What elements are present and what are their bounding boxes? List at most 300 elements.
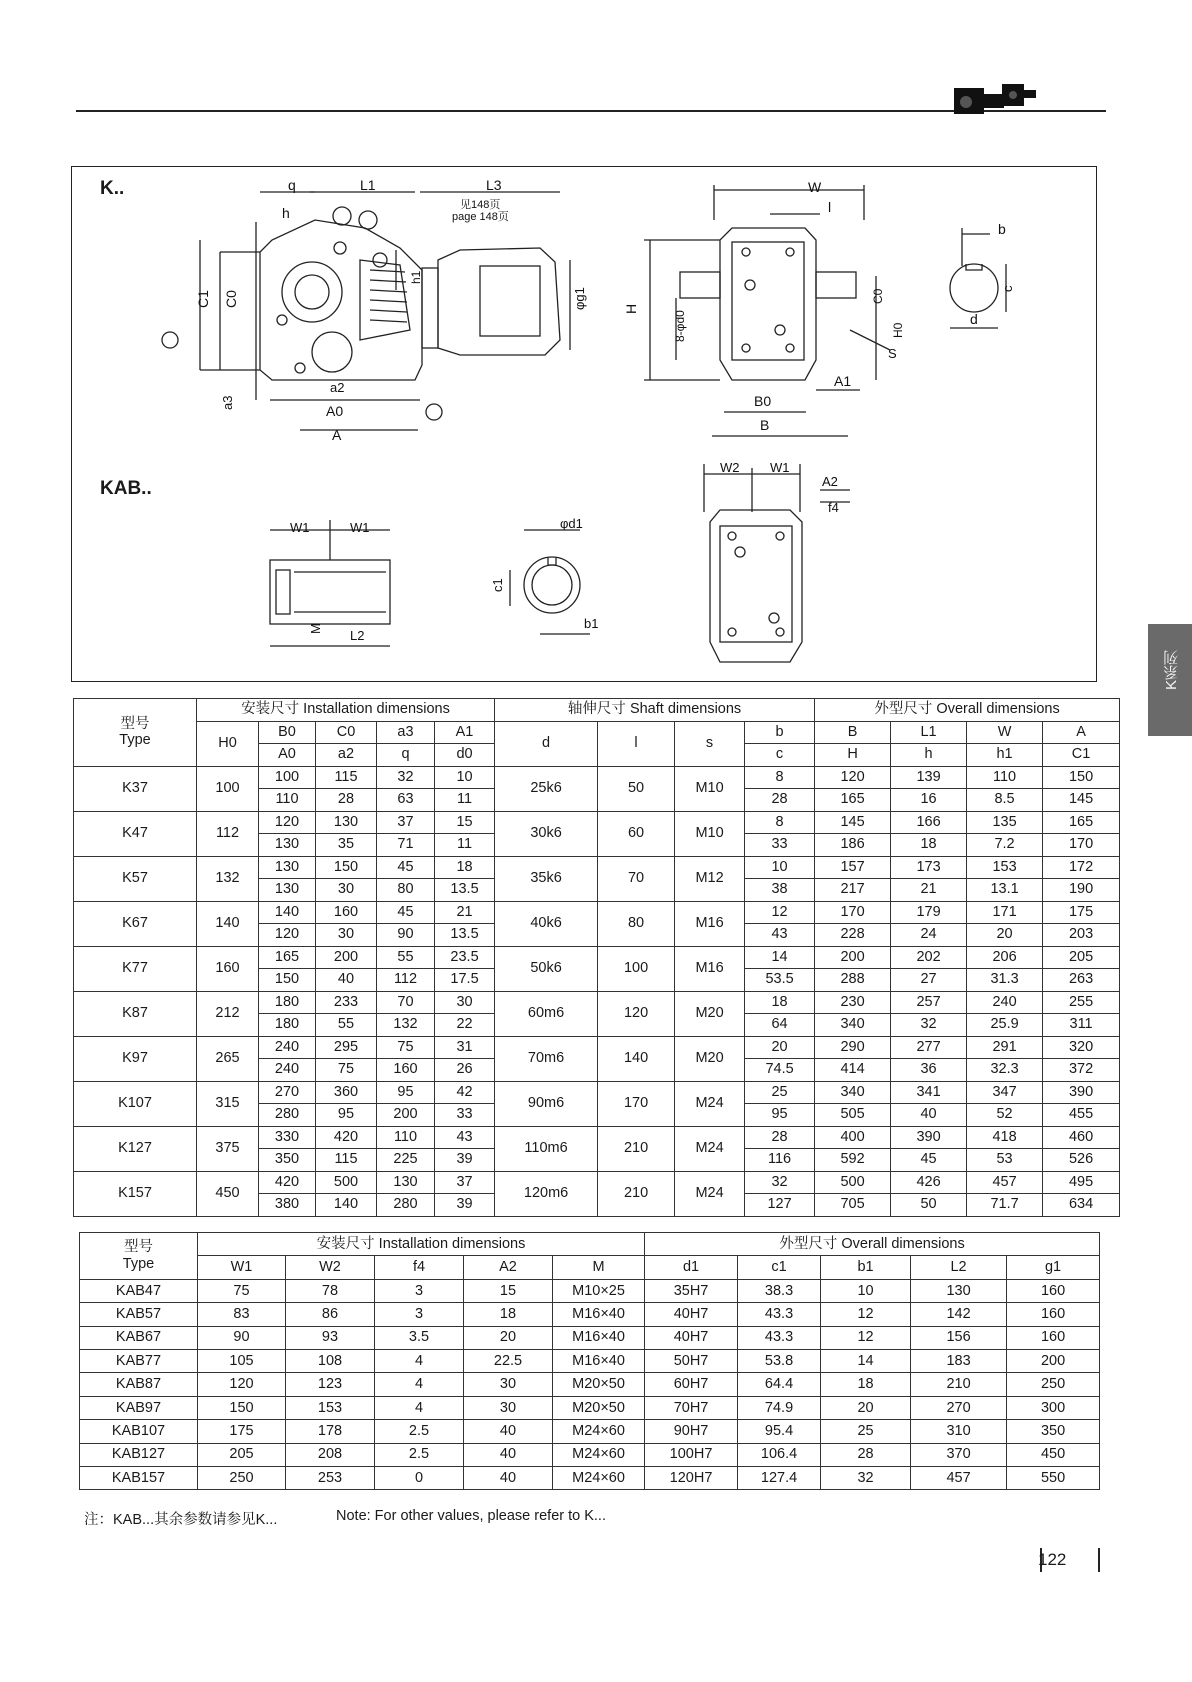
col-header-c1: c1	[738, 1256, 821, 1279]
h0-cell: 265	[197, 1036, 259, 1081]
table-row	[74, 946, 1120, 969]
h0-cell: 212	[197, 991, 259, 1036]
shaft-l-cell: 210	[598, 1171, 675, 1216]
table-cell: 291	[967, 1036, 1043, 1059]
dim-g1: φg1	[572, 287, 587, 310]
table-cell: 18	[435, 856, 495, 879]
kab-bore-drawing	[490, 510, 620, 650]
col-c0: C0	[316, 721, 377, 744]
table-cell: 277	[891, 1036, 967, 1059]
table-cell: 105	[198, 1349, 286, 1372]
table-cell: 295	[316, 1036, 377, 1059]
h0-cell: 315	[197, 1081, 259, 1126]
table-cell: 35	[316, 834, 377, 857]
dim-c1: c1	[490, 578, 505, 592]
table-cell: M10×25	[553, 1279, 645, 1302]
table-cell: 165	[815, 789, 891, 812]
table-cell: 150	[198, 1396, 286, 1419]
c-cell: 28	[745, 789, 815, 812]
shaft-s-cell: M24	[675, 1081, 745, 1126]
table-cell: 32.3	[967, 1059, 1043, 1082]
type-header: 型号 Type	[74, 699, 197, 767]
table-cell: 112	[377, 969, 435, 992]
table-cell: 140	[316, 1194, 377, 1217]
type-cell: KAB97	[80, 1396, 198, 1419]
table-cell: 202	[891, 946, 967, 969]
shaft-s-cell: M16	[675, 946, 745, 991]
col-s: s	[675, 721, 745, 766]
table-cell: 36	[891, 1059, 967, 1082]
dim-w1-left: W1	[290, 520, 310, 535]
table-cell: 37	[377, 811, 435, 834]
shaft-d-cell: 30k6	[495, 811, 598, 856]
table-cell: 30	[435, 991, 495, 1014]
c-cell: 116	[745, 1149, 815, 1172]
table-cell: 25.9	[967, 1014, 1043, 1037]
c-cell: 74.5	[745, 1059, 815, 1082]
table-cell: M20×50	[553, 1373, 645, 1396]
table-cell: 132	[377, 1014, 435, 1037]
shaft-l-cell: 100	[598, 946, 675, 991]
shaft-s-cell: M10	[675, 811, 745, 856]
table-row	[74, 901, 1120, 924]
b-cell: 14	[745, 946, 815, 969]
h0-cell: 140	[197, 901, 259, 946]
table-cell: 74.9	[738, 1396, 821, 1419]
table-cell: 20	[821, 1396, 911, 1419]
table-cell: M16×40	[553, 1349, 645, 1372]
table-cell: 28	[821, 1443, 911, 1466]
shaft-l-cell: 120	[598, 991, 675, 1036]
table-cell: 95.4	[738, 1420, 821, 1443]
table-cell: 11	[435, 834, 495, 857]
b-cell: 12	[745, 901, 815, 924]
table-cell: 15	[435, 811, 495, 834]
kab-side-view-drawing	[250, 510, 420, 660]
type-cell: K67	[74, 901, 197, 946]
brand-logo	[952, 80, 1038, 116]
col-header-l2: L2	[911, 1256, 1007, 1279]
table-cell: 180	[259, 991, 316, 1014]
table-row	[74, 1081, 1120, 1104]
table-cell: 350	[1007, 1420, 1100, 1443]
c-cell: 38	[745, 879, 815, 902]
table-cell: 526	[1043, 1149, 1120, 1172]
table-cell: 10	[435, 766, 495, 789]
shaft-l-cell: 50	[598, 766, 675, 811]
table-cell: 400	[815, 1126, 891, 1149]
table-cell: 206	[967, 946, 1043, 969]
c-cell: 53.5	[745, 969, 815, 992]
table-cell: 40	[891, 1104, 967, 1127]
table-cell: 55	[377, 946, 435, 969]
table-cell: 13.5	[435, 879, 495, 902]
table-cell: 230	[815, 991, 891, 1014]
col-ov-l1: L1	[891, 721, 967, 744]
table-cell: 16	[891, 789, 967, 812]
table-cell: 156	[911, 1326, 1007, 1349]
b-cell: 20	[745, 1036, 815, 1059]
table-cell: 90H7	[645, 1420, 738, 1443]
table-cell: 457	[911, 1466, 1007, 1489]
table-cell: 457	[967, 1171, 1043, 1194]
table-cell: 40H7	[645, 1326, 738, 1349]
table-cell: 30	[316, 879, 377, 902]
table-cell: 150	[1043, 766, 1120, 789]
table-cell: 45	[891, 1149, 967, 1172]
table-cell: 42	[435, 1081, 495, 1104]
table-cell: 270	[259, 1081, 316, 1104]
table-cell: 160	[1007, 1326, 1100, 1349]
type-cell: K77	[74, 946, 197, 991]
kab-series-table	[79, 1232, 1100, 1490]
table-cell: 78	[286, 1279, 375, 1302]
table-cell: 311	[1043, 1014, 1120, 1037]
col-ov-w: W	[967, 721, 1043, 744]
table-cell: 160	[1007, 1279, 1100, 1302]
table-cell: 171	[967, 901, 1043, 924]
c-cell: 43	[745, 924, 815, 947]
table-cell: 130	[377, 1171, 435, 1194]
col-a1: A1	[435, 721, 495, 744]
table-cell: 2.5	[375, 1443, 464, 1466]
table-cell: 160	[316, 901, 377, 924]
table-row	[74, 1171, 1120, 1194]
table-row	[80, 1443, 1100, 1466]
type-cell: KAB107	[80, 1420, 198, 1443]
h0-cell: 132	[197, 856, 259, 901]
table-cell: 186	[815, 834, 891, 857]
table-cell: 90	[198, 1326, 286, 1349]
note-en: Note: For other values, please refer to K...	[336, 1508, 606, 1524]
table-cell: 40	[464, 1420, 553, 1443]
dim-a1: A1	[834, 373, 852, 389]
table-cell: 33	[435, 1104, 495, 1127]
table-cell: 50	[891, 1194, 967, 1217]
table-cell: 280	[259, 1104, 316, 1127]
c-cell: 33	[745, 834, 815, 857]
dim-w1-right: W1	[350, 520, 370, 535]
table-cell: 120	[815, 766, 891, 789]
shaft-l-cell: 170	[598, 1081, 675, 1126]
shaft-s-cell: M20	[675, 1036, 745, 1081]
table-cell: 153	[286, 1396, 375, 1419]
table-cell: 52	[967, 1104, 1043, 1127]
table-cell: 21	[435, 901, 495, 924]
col-header-w1: W1	[198, 1256, 286, 1279]
table-cell: 100H7	[645, 1443, 738, 1466]
k-side-view-drawing	[160, 180, 630, 450]
table-row	[74, 811, 1120, 834]
table-cell: 2.5	[375, 1420, 464, 1443]
dim-a: A	[332, 427, 342, 443]
table-cell: 3	[375, 1279, 464, 1302]
table-cell: 86	[286, 1303, 375, 1326]
table-cell: 30	[464, 1373, 553, 1396]
col-header-b1: b1	[821, 1256, 911, 1279]
table-cell: 106.4	[738, 1443, 821, 1466]
table-cell: 300	[1007, 1396, 1100, 1419]
dim-h: h	[282, 205, 290, 221]
col-c: c	[745, 744, 815, 767]
col-header-g1: g1	[1007, 1256, 1100, 1279]
table-cell: 340	[815, 1081, 891, 1104]
table-cell: 173	[891, 856, 967, 879]
table-cell: 53	[967, 1149, 1043, 1172]
col-ov-b: B	[815, 721, 891, 744]
dim-f4: f4	[828, 500, 839, 515]
table-cell: 390	[1043, 1081, 1120, 1104]
table-cell: 18	[821, 1373, 911, 1396]
table-cell: 8.5	[967, 789, 1043, 812]
table-row	[80, 1420, 1100, 1443]
dim-cd: C0	[871, 288, 885, 304]
table-cell: 380	[259, 1194, 316, 1217]
table-cell: M24×60	[553, 1420, 645, 1443]
dim-w2: W2	[720, 460, 740, 475]
shaft-s-cell: M12	[675, 856, 745, 901]
table-row	[74, 1126, 1120, 1149]
table-cell: 120	[259, 924, 316, 947]
table-cell: 414	[815, 1059, 891, 1082]
table-cell: 45	[377, 901, 435, 924]
dim-b1: b1	[584, 616, 599, 631]
c-cell: 95	[745, 1104, 815, 1127]
table-cell: 37	[435, 1171, 495, 1194]
table-cell: 15	[464, 1279, 553, 1302]
table-cell: 200	[1007, 1349, 1100, 1372]
table-cell: 17.5	[435, 969, 495, 992]
table-cell: 32	[821, 1466, 911, 1489]
table-cell: 200	[316, 946, 377, 969]
table-cell: 372	[1043, 1059, 1120, 1082]
table-cell: 75	[316, 1059, 377, 1082]
table-cell: 4	[375, 1349, 464, 1372]
table-cell: 93	[286, 1326, 375, 1349]
overall-dims-header: 外型尺寸 Overall dimensions	[815, 699, 1120, 722]
col-b: b	[745, 721, 815, 744]
shaft-d-cell: 110m6	[495, 1126, 598, 1171]
table-cell: 40	[464, 1466, 553, 1489]
h0-cell: 160	[197, 946, 259, 991]
table-cell: 38.3	[738, 1279, 821, 1302]
table-cell: 12	[821, 1303, 911, 1326]
dim-m: M	[308, 623, 323, 634]
shaft-d-cell: 50k6	[495, 946, 598, 991]
table-cell: 160	[1007, 1303, 1100, 1326]
table-cell: 320	[1043, 1036, 1120, 1059]
col-d0: d0	[435, 744, 495, 767]
col-a2: a2	[316, 744, 377, 767]
table-cell: 240	[259, 1059, 316, 1082]
shaft-d-cell: 35k6	[495, 856, 598, 901]
col-ov-c1: C1	[1043, 744, 1120, 767]
table-cell: 70H7	[645, 1396, 738, 1419]
note-cn: 注：KAB...其余参数请参见K...	[84, 1512, 278, 1528]
table-cell: 178	[286, 1420, 375, 1443]
table-cell: 22.5	[464, 1349, 553, 1372]
table-cell: 130	[259, 879, 316, 902]
table-cell: 135	[967, 811, 1043, 834]
table-cell: 24	[891, 924, 967, 947]
dim-d: d	[970, 311, 978, 327]
table-cell: 347	[967, 1081, 1043, 1104]
dim-b: b	[998, 221, 1006, 237]
table-cell: 160	[377, 1059, 435, 1082]
table-cell: 7.2	[967, 834, 1043, 857]
table-cell: 130	[911, 1279, 1007, 1302]
table-cell: 280	[377, 1194, 435, 1217]
table-cell: 550	[1007, 1466, 1100, 1489]
table-cell: 43	[435, 1126, 495, 1149]
table-cell: 175	[198, 1420, 286, 1443]
table-cell: 43.3	[738, 1303, 821, 1326]
table-cell: 4	[375, 1373, 464, 1396]
shaft-l-cell: 80	[598, 901, 675, 946]
shaft-l-cell: 70	[598, 856, 675, 901]
table-cell: 253	[286, 1466, 375, 1489]
table-row	[74, 1036, 1120, 1059]
table-row	[80, 1466, 1100, 1489]
dim-a2: a2	[330, 380, 345, 395]
table-cell: 10	[821, 1279, 911, 1302]
table-cell: 140	[259, 901, 316, 924]
table-cell: 183	[911, 1349, 1007, 1372]
table-cell: 120	[198, 1373, 286, 1396]
table-cell: 55	[316, 1014, 377, 1037]
table-cell: 634	[1043, 1194, 1120, 1217]
h0-cell: 450	[197, 1171, 259, 1216]
table-cell: 179	[891, 901, 967, 924]
col-header-m: M	[553, 1256, 645, 1279]
series-side-tab	[1148, 624, 1192, 736]
type-cell: K87	[74, 991, 197, 1036]
side-tab-label: K系列	[1163, 650, 1180, 691]
type-cell: K107	[74, 1081, 197, 1126]
dim-l3: L3	[486, 180, 502, 193]
table-cell: 390	[891, 1126, 967, 1149]
table-cell: 705	[815, 1194, 891, 1217]
table-cell: 3.5	[375, 1326, 464, 1349]
dim-a3: a3	[220, 395, 235, 410]
table-cell: 115	[316, 766, 377, 789]
col-ov-a: A	[1043, 721, 1120, 744]
table-cell: M24×60	[553, 1443, 645, 1466]
table-cell: 310	[911, 1420, 1007, 1443]
table-cell: 157	[815, 856, 891, 879]
col-b0: B0	[259, 721, 316, 744]
table-row	[74, 856, 1120, 879]
table-cell: 250	[1007, 1373, 1100, 1396]
type-cell: K157	[74, 1171, 197, 1216]
table-cell: 75	[198, 1279, 286, 1302]
table-row	[74, 766, 1120, 789]
type-cell: K127	[74, 1126, 197, 1171]
k-front-view-drawing	[620, 180, 910, 450]
install-dims-header: 安装尺寸 Installation dimensions	[198, 1233, 645, 1256]
table-cell: 420	[259, 1171, 316, 1194]
table-cell: 18	[464, 1303, 553, 1326]
table-cell: 263	[1043, 969, 1120, 992]
table-cell: 25	[821, 1420, 911, 1443]
table-row	[80, 1349, 1100, 1372]
table-row	[80, 1396, 1100, 1419]
table-cell: 27	[891, 969, 967, 992]
table-cell: 203	[1043, 924, 1120, 947]
table-cell: 420	[316, 1126, 377, 1149]
type-cell: KAB67	[80, 1326, 198, 1349]
type-cell: KAB127	[80, 1443, 198, 1466]
table-cell: 340	[815, 1014, 891, 1037]
table-cell: 360	[316, 1081, 377, 1104]
dim-h1: h1	[409, 270, 423, 284]
table-row	[80, 1303, 1100, 1326]
shaft-l-cell: 210	[598, 1126, 675, 1171]
table-cell: 39	[435, 1149, 495, 1172]
table-cell: 350	[259, 1149, 316, 1172]
table-cell: 270	[911, 1396, 1007, 1419]
dim-b: B	[760, 417, 770, 433]
table-cell: M16×40	[553, 1326, 645, 1349]
table-cell: 217	[815, 879, 891, 902]
table-cell: 205	[1043, 946, 1120, 969]
col-ov-h: H	[815, 744, 891, 767]
table-cell: 450	[1007, 1443, 1100, 1466]
table-row	[80, 1373, 1100, 1396]
table-cell: 455	[1043, 1104, 1120, 1127]
table-cell: 120	[259, 811, 316, 834]
dim-c: c	[1000, 285, 1015, 292]
table-cell: 13.1	[967, 879, 1043, 902]
dim-c1: C1	[195, 290, 211, 308]
k-series-table	[73, 698, 1120, 1217]
table-cell: 190	[1043, 879, 1120, 902]
col-l: l	[598, 721, 675, 766]
dim-w1: W1	[770, 460, 790, 475]
table-cell: 70	[377, 991, 435, 1014]
table-cell: 0	[375, 1466, 464, 1489]
col-header-d1: d1	[645, 1256, 738, 1279]
table-cell: 100	[259, 766, 316, 789]
table-cell: 200	[815, 946, 891, 969]
dim-a0: A0	[326, 403, 344, 419]
table-cell: 71.7	[967, 1194, 1043, 1217]
dim-d1: φd1	[560, 516, 583, 531]
dim-q: q	[288, 180, 296, 193]
table-cell: 108	[286, 1349, 375, 1372]
table-cell: 71	[377, 834, 435, 857]
overall-dims-header: 外型尺寸 Overall dimensions	[645, 1233, 1100, 1256]
dim-a2: A2	[822, 474, 838, 489]
table-cell: 139	[891, 766, 967, 789]
dim-s: S	[888, 346, 897, 361]
col-a0: A0	[259, 744, 316, 767]
k-series-label: K..	[100, 178, 125, 199]
table-cell: 64.4	[738, 1373, 821, 1396]
table-cell: 30	[464, 1396, 553, 1419]
shaft-d-cell: 25k6	[495, 766, 598, 811]
table-cell: 21	[891, 879, 967, 902]
table-row	[74, 991, 1120, 1014]
table-cell: 142	[911, 1303, 1007, 1326]
table-cell: 150	[316, 856, 377, 879]
type-cell: KAB47	[80, 1279, 198, 1302]
table-cell: 90	[377, 924, 435, 947]
table-cell: 130	[259, 856, 316, 879]
type-cell: KAB87	[80, 1373, 198, 1396]
table-cell: 205	[198, 1443, 286, 1466]
table-cell: 35H7	[645, 1279, 738, 1302]
